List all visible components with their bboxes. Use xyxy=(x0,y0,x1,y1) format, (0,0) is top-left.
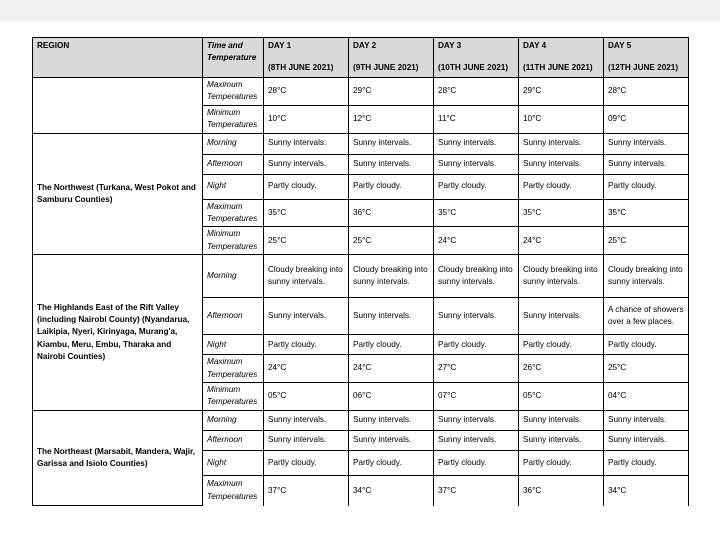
day-header xyxy=(434,38,519,78)
forecast-cell: 10°C xyxy=(519,105,604,133)
forecast-cell: Partly cloudy. xyxy=(264,335,349,355)
time-cell: Minimum Temperatures xyxy=(203,383,264,411)
forecast-cell: 04°C xyxy=(604,383,689,411)
forecast-cell: Partly cloudy. xyxy=(604,335,689,355)
forecast-cell: 25°C xyxy=(604,227,689,255)
region-cell: The Northeast (Marsabit, Mandera, Wajir, Garissa and Isiolo Counties) xyxy=(33,410,203,506)
forecast-cell: Partly cloudy. xyxy=(434,174,519,199)
forecast-cell: 34°C xyxy=(349,475,434,506)
time-cell: Night xyxy=(203,450,264,475)
forecast-cell: Partly cloudy. xyxy=(434,335,519,355)
forecast-cell: Sunny intervals. xyxy=(349,410,434,430)
forecast-cell: 12°C xyxy=(349,105,434,133)
day-header xyxy=(349,38,434,78)
forecast-cell: Sunny intervals. xyxy=(434,298,519,335)
time-cell: Afternoon xyxy=(203,154,264,174)
forecast-cell: Partly cloudy. xyxy=(264,174,349,199)
forecast-cell: Sunny intervals. xyxy=(604,410,689,430)
forecast-cell: Sunny intervals. xyxy=(264,410,349,430)
forecast-cell: Sunny intervals. xyxy=(264,430,349,450)
day-header xyxy=(604,38,689,78)
forecast-cell: 28°C xyxy=(604,78,689,106)
time-cell: Afternoon xyxy=(203,430,264,450)
day-label: DAY 2 xyxy=(353,41,377,50)
forecast-cell: Sunny intervals. xyxy=(349,430,434,450)
forecast-cell: 36°C xyxy=(349,199,434,227)
forecast-cell: Sunny intervals. xyxy=(604,133,689,154)
forecast-cell: Partly cloudy. xyxy=(604,450,689,475)
day-date: (9TH JUNE 2021) xyxy=(353,63,419,73)
day-header xyxy=(264,38,349,78)
forecast-cell: Cloudy breaking into sunny intervals. xyxy=(519,255,604,298)
day-date: (8TH JUNE 2021) xyxy=(268,63,334,73)
forecast-cell: Sunny intervals. xyxy=(519,430,604,450)
forecast-cell: Sunny intervals. xyxy=(349,154,434,174)
forecast-cell: 24°C xyxy=(349,355,434,383)
time-cell: Morning xyxy=(203,133,264,154)
forecast-cell: 37°C xyxy=(264,475,349,506)
forecast-cell: 25°C xyxy=(264,227,349,255)
table-row xyxy=(33,255,689,298)
weather-forecast-table xyxy=(32,37,689,506)
forecast-cell: Sunny intervals. xyxy=(264,133,349,154)
region-cell: The Northwest (Turkana, West Pokot and Samburu Counties) xyxy=(33,133,203,255)
day-label: DAY 5 xyxy=(608,41,632,50)
forecast-cell: Cloudy breaking into sunny intervals. xyxy=(604,255,689,298)
region-cell: The Highlands East of the Rift Valley (including Nairobi County) (Nyandarua, Laikipia, Nyeri, Kirinyaga, Murang'a, Kiambu, Meru, Embu, Tharaka and Nairobi Counties) xyxy=(33,255,203,411)
forecast-cell: Partly cloudy. xyxy=(264,450,349,475)
day-label: DAY 1 xyxy=(268,41,292,50)
forecast-cell: Cloudy breaking into sunny intervals. xyxy=(434,255,519,298)
forecast-cell: Sunny intervals. xyxy=(434,430,519,450)
day-label: DAY 3 xyxy=(438,41,462,50)
time-header: Time and Temperature xyxy=(203,38,264,78)
forecast-cell: 24°C xyxy=(519,227,604,255)
forecast-cell: Sunny intervals. xyxy=(604,154,689,174)
forecast-cell: Partly cloudy. xyxy=(349,174,434,199)
time-cell: Maximum Temperatures xyxy=(203,355,264,383)
table-row xyxy=(33,78,689,106)
forecast-cell: Sunny intervals. xyxy=(519,133,604,154)
time-cell: Night xyxy=(203,335,264,355)
table-row xyxy=(33,133,689,154)
forecast-cell: 05°C xyxy=(264,383,349,411)
forecast-cell: Partly cloudy. xyxy=(519,174,604,199)
forecast-cell: Sunny intervals. xyxy=(434,154,519,174)
forecast-cell: Cloudy breaking into sunny intervals. xyxy=(349,255,434,298)
header-row xyxy=(33,38,689,78)
forecast-cell: A chance of showers over a few places. xyxy=(604,298,689,335)
time-cell: Maximum Temperatures xyxy=(203,475,264,506)
region-header: REGION xyxy=(33,38,203,78)
forecast-cell: Sunny intervals. xyxy=(264,154,349,174)
forecast-cell: 37°C xyxy=(434,475,519,506)
forecast-cell: Sunny intervals. xyxy=(519,154,604,174)
forecast-cell: 35°C xyxy=(604,199,689,227)
day-label: DAY 4 xyxy=(523,41,547,50)
forecast-cell: 24°C xyxy=(264,355,349,383)
time-cell: Minimum Temperatures xyxy=(203,105,264,133)
forecast-cell: 25°C xyxy=(604,355,689,383)
time-cell: Morning xyxy=(203,410,264,430)
forecast-cell: Sunny intervals. xyxy=(349,298,434,335)
forecast-cell: Partly cloudy. xyxy=(434,450,519,475)
forecast-cell: 35°C xyxy=(434,199,519,227)
forecast-cell: 07°C xyxy=(434,383,519,411)
day-header xyxy=(519,38,604,78)
forecast-cell: 36°C xyxy=(519,475,604,506)
forecast-cell: 25°C xyxy=(349,227,434,255)
forecast-cell: Partly cloudy. xyxy=(349,450,434,475)
forecast-cell: 28°C xyxy=(434,78,519,106)
forecast-cell: 29°C xyxy=(349,78,434,106)
forecast-cell: 34°C xyxy=(604,475,689,506)
forecast-cell: 24°C xyxy=(434,227,519,255)
forecast-cell: 29°C xyxy=(519,78,604,106)
forecast-cell: Partly cloudy. xyxy=(519,450,604,475)
forecast-cell: Sunny intervals. xyxy=(519,298,604,335)
forecast-cell: 35°C xyxy=(519,199,604,227)
forecast-cell: 27°C xyxy=(434,355,519,383)
forecast-cell: 09°C xyxy=(604,105,689,133)
forecast-cell: Sunny intervals. xyxy=(434,133,519,154)
time-cell: Minimum Temperatures xyxy=(203,227,264,255)
forecast-cell: Sunny intervals. xyxy=(434,410,519,430)
table-row xyxy=(33,410,689,430)
forecast-cell: Partly cloudy. xyxy=(604,174,689,199)
forecast-cell: 11°C xyxy=(434,105,519,133)
time-cell: Maximum Temperatures xyxy=(203,199,264,227)
forecast-cell: Partly cloudy. xyxy=(519,335,604,355)
day-date: (11TH JUNE 2021) xyxy=(523,63,593,73)
viewer-top-bar xyxy=(0,0,720,23)
time-cell: Night xyxy=(203,174,264,199)
forecast-cell: 05°C xyxy=(519,383,604,411)
forecast-cell: Sunny intervals. xyxy=(604,430,689,450)
forecast-cell: Partly cloudy. xyxy=(349,335,434,355)
day-date: (12TH JUNE 2021) xyxy=(608,63,679,73)
forecast-cell: 06°C xyxy=(349,383,434,411)
time-cell: Afternoon xyxy=(203,298,264,335)
forecast-cell: Sunny intervals. xyxy=(264,298,349,335)
time-cell: Maximum Temperatures xyxy=(203,78,264,106)
forecast-cell: 26°C xyxy=(519,355,604,383)
day-date: (10TH JUNE 2021) xyxy=(438,63,509,73)
forecast-cell: 10°C xyxy=(264,105,349,133)
forecast-cell: Cloudy breaking into sunny intervals. xyxy=(264,255,349,298)
forecast-cell: Sunny intervals. xyxy=(519,410,604,430)
document-page xyxy=(0,22,720,560)
forecast-cell: 28°C xyxy=(264,78,349,106)
forecast-cell: 35°C xyxy=(264,199,349,227)
region-cell xyxy=(33,78,203,134)
forecast-cell: Sunny intervals. xyxy=(349,133,434,154)
time-cell: Morning xyxy=(203,255,264,298)
